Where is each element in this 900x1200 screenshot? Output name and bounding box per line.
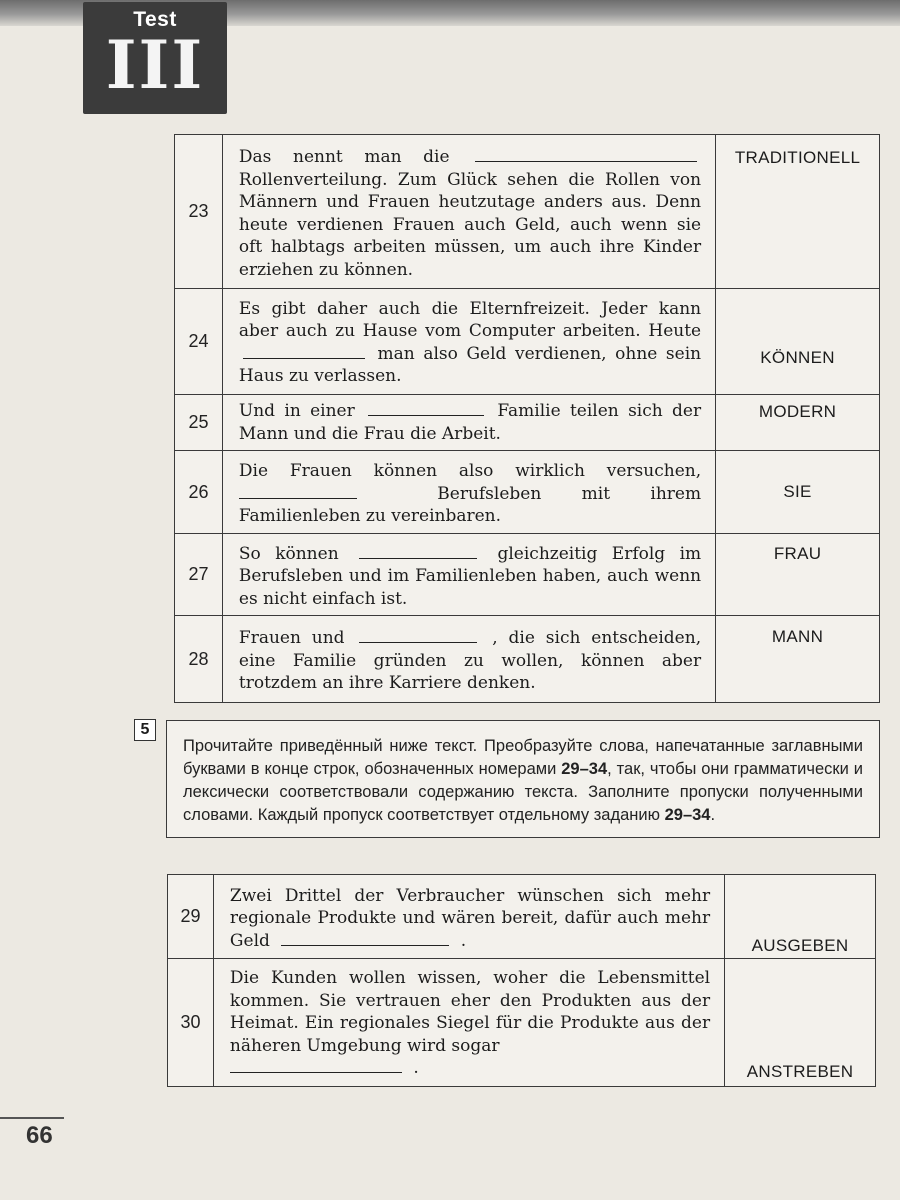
keyword: FRAU <box>716 534 880 616</box>
task-number: 25 <box>175 395 223 451</box>
task-5-instructions <box>166 720 880 838</box>
tasks-table-29-30 <box>167 874 876 1087</box>
task-text-post: gleichzeitig Erfolg im Berufsleben und im Familienleben haben, auch wenn es nicht einfach ist. <box>238 543 702 609</box>
test-badge <box>83 2 227 114</box>
table-row <box>175 451 880 534</box>
keyword: SIE <box>716 451 880 534</box>
task-number: 26 <box>175 451 223 534</box>
task-text-pre: Zwei Drittel der Verbraucher wünschen sich mehr regionale Produkte und wären bereit, dafür auch mehr Geld <box>229 885 711 951</box>
task-text-pre: Die Frauen können also wirklich versuchen, <box>238 461 702 482</box>
task-text <box>222 616 715 703</box>
task-text-post: . <box>460 930 467 951</box>
task-5-number: 5 <box>134 719 156 741</box>
task-text <box>222 395 715 451</box>
task-text-post: , die sich entscheiden, eine Familie gründen zu wollen, können aber trotzdem an ihre Karriere denken. <box>238 628 702 694</box>
test-number: III <box>105 26 205 104</box>
task-text-pre: So können <box>238 543 339 564</box>
answer-blank[interactable] <box>368 414 484 416</box>
task-text <box>222 289 715 395</box>
task-text <box>222 534 715 616</box>
task-text <box>213 875 724 959</box>
table-row <box>175 135 880 289</box>
task-text-pre: Frauen und <box>238 628 345 649</box>
answer-blank[interactable] <box>359 557 477 559</box>
answer-blank[interactable] <box>243 357 365 359</box>
table-row <box>175 395 880 451</box>
task-text <box>222 451 715 534</box>
answer-blank[interactable] <box>475 160 697 162</box>
table-row <box>175 616 880 703</box>
task-number: 28 <box>175 616 223 703</box>
task-text <box>222 135 715 289</box>
instructions-text-b: , так, чтобы они грамматически и лексически соответствовали содержанию текста. Заполните пропуски полученными словами. Каждый пропуск соответствует отдельному заданию <box>183 760 863 824</box>
task-text-post: Familie teilen sich der Mann und die Frau die Arbeit. <box>238 401 702 444</box>
answer-blank[interactable] <box>359 641 477 643</box>
tasks-table-23-28 <box>174 134 880 703</box>
task-text-post: man also Geld verdienen, ohne sein Haus zu verlassen. <box>238 343 702 386</box>
task-number: 27 <box>175 534 223 616</box>
task-text-pre: Das nennt man die <box>238 147 450 167</box>
keyword: MODERN <box>716 395 880 451</box>
task-text-pre: Die Kunden wollen wissen, woher die Lebensmittel kommen. Sie vertrauen eher den Produkten aus der Heimat. Ein regionales Siegel für die Produkte aus der näheren Umgebung wird sogar <box>229 968 711 1056</box>
keyword: ANSTREBEN <box>725 959 876 1087</box>
answer-blank[interactable] <box>239 497 357 499</box>
answer-blank[interactable] <box>281 944 449 946</box>
table-row <box>168 959 876 1087</box>
task-text-pre: Es gibt daher auch die Elternfreizeit. Jeder kann aber auch zu Hause vom Computer arbeiten. Heute <box>238 298 702 341</box>
task-number: 23 <box>175 135 223 289</box>
keyword: TRADITIONELL <box>716 135 880 289</box>
task-text-post: . <box>413 1058 419 1079</box>
keyword: MANN <box>716 616 880 703</box>
keyword: KÖNNEN <box>716 289 880 395</box>
keyword: AUSGEBEN <box>725 875 876 959</box>
task-range-b: 29–34 <box>664 806 711 824</box>
task-text-pre: Und in einer <box>238 401 355 421</box>
instructions-text-a: Прочитайте приведённый ниже текст. Преобразуйте слова, напечатанные заглавными буквами в конце строк, обозначенных номерами <box>183 737 863 778</box>
task-number: 24 <box>175 289 223 395</box>
task-number: 29 <box>168 875 214 959</box>
page-number-rule <box>0 1117 64 1119</box>
task-text <box>213 959 724 1087</box>
test-label: Test <box>133 8 177 31</box>
answer-blank[interactable] <box>230 1071 402 1073</box>
instructions-text-c: . <box>710 806 716 824</box>
task-text-post: Berufsleben mit ihrem Familienleben zu vereinbaren. <box>238 483 702 527</box>
page-number: 66 <box>26 1122 53 1149</box>
task-number: 30 <box>168 959 214 1087</box>
task-range-a: 29–34 <box>561 760 608 778</box>
table-row <box>168 875 876 959</box>
table-row <box>175 289 880 395</box>
table-row <box>175 534 880 616</box>
task-text-post: Rollenverteilung. Zum Glück sehen die Rollen von Männern und Frauen heutzutage anders aus. Denn heute verdienen Frauen auch Geld, auch wenn sie oft halbtags arbeiten müssen, um auch ihre Kinder erziehen zu können. <box>238 169 702 280</box>
